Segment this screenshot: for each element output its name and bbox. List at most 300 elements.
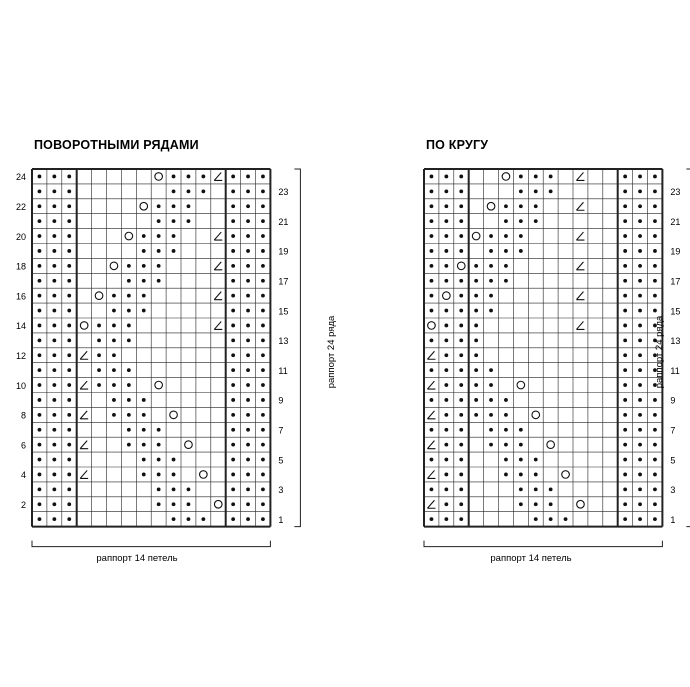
row-number-right: 7 [670, 425, 676, 436]
purl-dot [157, 204, 161, 208]
purl-dot [638, 502, 642, 506]
purl-dot [231, 204, 235, 208]
purl-dot [444, 458, 448, 462]
purl-dot [52, 204, 56, 208]
purl-dot [261, 353, 265, 357]
purl-dot [52, 324, 56, 328]
decrease-symbol [576, 232, 584, 240]
purl-dot [549, 487, 553, 491]
purl-dot [38, 368, 42, 372]
purl-dot [474, 279, 478, 283]
yarn-over-circle [428, 322, 436, 330]
purl-dot [474, 398, 478, 402]
row-number-right: 19 [278, 246, 289, 257]
purl-dot [246, 324, 250, 328]
purl-dot [444, 502, 448, 506]
purl-dot [38, 458, 42, 462]
purl-dot [52, 294, 56, 298]
purl-dot [38, 487, 42, 491]
purl-dot [157, 487, 161, 491]
purl-dot [67, 502, 71, 506]
purl-dot [172, 473, 176, 477]
purl-dot [430, 309, 434, 313]
row-number-left: 10 [15, 380, 26, 391]
row-number-right: 9 [670, 395, 676, 406]
purl-dot [430, 368, 434, 372]
yarn-over-circle [487, 202, 495, 210]
chart-2-height-caption: раппорт 24 ряда [654, 315, 665, 389]
purl-dot [474, 294, 478, 298]
decrease-symbol [427, 381, 435, 389]
purl-dot [459, 487, 463, 491]
purl-dot [38, 353, 42, 357]
purl-dot [459, 324, 463, 328]
purl-dot [52, 487, 56, 491]
purl-dot [67, 383, 71, 387]
purl-dot [246, 279, 250, 283]
row-number-left: 20 [15, 231, 26, 242]
purl-dot [474, 309, 478, 313]
purl-dot [261, 324, 265, 328]
purl-dot [638, 487, 642, 491]
purl-dot [653, 204, 657, 208]
purl-dot [127, 413, 131, 417]
yarn-over-circle [155, 381, 163, 389]
decrease-symbol [214, 292, 222, 300]
purl-dot [623, 309, 627, 313]
purl-dot [653, 473, 657, 477]
purl-dot [38, 383, 42, 387]
row-number-right: 15 [670, 306, 681, 317]
purl-dot [623, 234, 627, 238]
purl-dot [67, 189, 71, 193]
purl-dot [52, 443, 56, 447]
purl-dot [97, 324, 101, 328]
purl-dot [459, 234, 463, 238]
purl-dot [430, 487, 434, 491]
purl-dot [534, 487, 538, 491]
purl-dot [430, 249, 434, 253]
purl-dot [459, 443, 463, 447]
purl-dot [638, 353, 642, 357]
width-bracket [424, 541, 662, 547]
purl-dot [459, 249, 463, 253]
purl-dot [142, 413, 146, 417]
purl-dot [52, 249, 56, 253]
purl-dot [127, 264, 131, 268]
purl-dot [231, 279, 235, 283]
purl-dot [67, 338, 71, 342]
purl-dot [638, 413, 642, 417]
purl-dot [638, 189, 642, 193]
chart-1-title: ПОВОРОТНЫМИ РЯДАМИ [34, 138, 199, 152]
purl-dot [67, 294, 71, 298]
yarn-over-circle [95, 292, 103, 300]
purl-dot [112, 383, 116, 387]
purl-dot [187, 204, 191, 208]
purl-dot [444, 473, 448, 477]
purl-dot [38, 279, 42, 283]
purl-dot [231, 428, 235, 432]
purl-dot [67, 264, 71, 268]
purl-dot [519, 487, 523, 491]
purl-dot [67, 473, 71, 477]
purl-dot [187, 175, 191, 179]
purl-dot [67, 279, 71, 283]
purl-dot [261, 204, 265, 208]
purl-dot [459, 294, 463, 298]
purl-dot [172, 219, 176, 223]
purl-dot [444, 264, 448, 268]
yarn-over-circle [562, 471, 570, 479]
purl-dot [444, 338, 448, 342]
purl-dot [261, 219, 265, 223]
purl-dot [430, 458, 434, 462]
purl-dot [653, 219, 657, 223]
yarn-over-circle [472, 232, 480, 240]
row-number-left: 12 [15, 350, 26, 361]
purl-dot [623, 324, 627, 328]
purl-dot [504, 443, 508, 447]
purl-dot [157, 264, 161, 268]
purl-dot [246, 204, 250, 208]
purl-dot [638, 443, 642, 447]
purl-dot [67, 517, 71, 521]
decrease-symbol [576, 172, 584, 180]
purl-dot [459, 502, 463, 506]
purl-dot [653, 309, 657, 313]
purl-dot [67, 324, 71, 328]
purl-dot [623, 175, 627, 179]
purl-dot [261, 487, 265, 491]
purl-dot [142, 294, 146, 298]
row-number-left: 16 [15, 291, 26, 302]
purl-dot [172, 175, 176, 179]
purl-dot [52, 413, 56, 417]
decrease-symbol [427, 441, 435, 449]
purl-dot [142, 249, 146, 253]
purl-dot [444, 353, 448, 357]
purl-dot [261, 368, 265, 372]
row-number-right: 21 [278, 216, 289, 227]
decrease-symbol [80, 351, 88, 359]
purl-dot [231, 338, 235, 342]
decrease-symbol [214, 232, 222, 240]
purl-dot [489, 383, 493, 387]
purl-dot [67, 204, 71, 208]
purl-dot [534, 458, 538, 462]
yarn-over-circle [80, 322, 88, 330]
purl-dot [261, 517, 265, 521]
purl-dot [430, 234, 434, 238]
purl-dot [261, 473, 265, 477]
purl-dot [261, 189, 265, 193]
yarn-over-circle [457, 262, 465, 270]
purl-dot [638, 234, 642, 238]
purl-dot [444, 204, 448, 208]
purl-dot [142, 279, 146, 283]
row-number-right: 13 [278, 336, 289, 347]
purl-dot [430, 219, 434, 223]
purl-dot [246, 487, 250, 491]
purl-dot [231, 517, 235, 521]
purl-dot [519, 219, 523, 223]
decrease-symbol [576, 292, 584, 300]
purl-dot [489, 413, 493, 417]
purl-dot [534, 189, 538, 193]
purl-dot [38, 234, 42, 238]
purl-dot [638, 517, 642, 521]
purl-dot [261, 458, 265, 462]
yarn-over-circle [155, 173, 163, 181]
decrease-symbol [80, 441, 88, 449]
purl-dot [623, 279, 627, 283]
purl-dot [157, 234, 161, 238]
purl-dot [52, 428, 56, 432]
purl-dot [489, 249, 493, 253]
purl-dot [534, 517, 538, 521]
decrease-symbol [427, 411, 435, 419]
purl-dot [638, 264, 642, 268]
row-number-left: 24 [15, 172, 26, 183]
purl-dot [564, 517, 568, 521]
purl-dot [489, 264, 493, 268]
purl-dot [157, 279, 161, 283]
purl-dot [52, 517, 56, 521]
purl-dot [157, 249, 161, 253]
purl-dot [38, 219, 42, 223]
purl-dot [504, 204, 508, 208]
purl-dot [246, 294, 250, 298]
purl-dot [246, 309, 250, 313]
purl-dot [52, 189, 56, 193]
yarn-over-circle [140, 202, 148, 210]
purl-dot [231, 309, 235, 313]
chart-1-grid [16, 169, 300, 547]
row-number-right: 3 [670, 485, 676, 496]
purl-dot [459, 309, 463, 313]
purl-dot [246, 189, 250, 193]
purl-dot [474, 264, 478, 268]
purl-dot [261, 413, 265, 417]
decrease-symbol [576, 202, 584, 210]
purl-dot [246, 517, 250, 521]
purl-dot [504, 428, 508, 432]
purl-dot [623, 383, 627, 387]
decrease-symbol [214, 321, 222, 329]
purl-dot [459, 353, 463, 357]
yarn-over-circle [214, 500, 222, 508]
purl-dot [231, 473, 235, 477]
purl-dot [444, 517, 448, 521]
purl-dot [653, 398, 657, 402]
purl-dot [67, 487, 71, 491]
purl-dot [623, 294, 627, 298]
purl-dot [534, 175, 538, 179]
purl-dot [142, 428, 146, 432]
purl-dot [459, 338, 463, 342]
purl-dot [67, 219, 71, 223]
purl-dot [157, 473, 161, 477]
width-bracket [32, 541, 270, 547]
purl-dot [187, 219, 191, 223]
purl-dot [187, 189, 191, 193]
purl-dot [246, 473, 250, 477]
purl-dot [142, 264, 146, 268]
row-number-right: 1 [278, 514, 284, 525]
purl-dot [97, 368, 101, 372]
purl-dot [474, 338, 478, 342]
purl-dot [459, 368, 463, 372]
purl-dot [231, 458, 235, 462]
purl-dot [638, 383, 642, 387]
purl-dot [653, 502, 657, 506]
purl-dot [52, 338, 56, 342]
purl-dot [653, 264, 657, 268]
purl-dot [231, 368, 235, 372]
purl-dot [459, 279, 463, 283]
purl-dot [430, 294, 434, 298]
purl-dot [623, 204, 627, 208]
purl-dot [638, 324, 642, 328]
purl-dot [52, 398, 56, 402]
purl-dot [246, 443, 250, 447]
purl-dot [489, 443, 493, 447]
purl-dot [459, 175, 463, 179]
purl-dot [52, 279, 56, 283]
yarn-over-circle [185, 441, 193, 449]
purl-dot [504, 413, 508, 417]
chart-1-height-caption: раппорт 24 ряда [326, 315, 337, 389]
decrease-symbol [427, 500, 435, 508]
purl-dot [52, 458, 56, 462]
yarn-over-circle [200, 471, 208, 479]
purl-dot [623, 249, 627, 253]
purl-dot [519, 473, 523, 477]
purl-dot [231, 353, 235, 357]
purl-dot [67, 458, 71, 462]
purl-dot [67, 234, 71, 238]
purl-dot [534, 502, 538, 506]
row-number-right: 1 [670, 514, 676, 525]
purl-dot [638, 428, 642, 432]
row-number-left: 2 [20, 499, 26, 510]
purl-dot [38, 413, 42, 417]
purl-dot [187, 502, 191, 506]
purl-dot [653, 175, 657, 179]
purl-dot [534, 219, 538, 223]
purl-dot [127, 338, 131, 342]
row-number-right: 23 [670, 187, 681, 198]
purl-dot [246, 234, 250, 238]
purl-dot [38, 175, 42, 179]
purl-dot [142, 473, 146, 477]
purl-dot [489, 309, 493, 313]
purl-dot [97, 338, 101, 342]
purl-dot [246, 249, 250, 253]
purl-dot [549, 502, 553, 506]
purl-dot [534, 473, 538, 477]
purl-dot [38, 473, 42, 477]
purl-dot [38, 249, 42, 253]
height-bracket [686, 169, 690, 527]
purl-dot [519, 458, 523, 462]
purl-dot [246, 458, 250, 462]
purl-dot [653, 279, 657, 283]
decrease-symbol [214, 172, 222, 180]
purl-dot [653, 517, 657, 521]
purl-dot [638, 175, 642, 179]
row-number-right: 23 [278, 187, 289, 198]
purl-dot [430, 175, 434, 179]
decrease-symbol [80, 411, 88, 419]
purl-dot [638, 398, 642, 402]
purl-dot [67, 309, 71, 313]
chart-1-width-caption: раппорт 14 петель [96, 553, 178, 564]
purl-dot [231, 324, 235, 328]
purl-dot [157, 428, 161, 432]
purl-dot [261, 338, 265, 342]
purl-dot [459, 219, 463, 223]
purl-dot [519, 234, 523, 238]
purl-dot [261, 234, 265, 238]
purl-dot [112, 309, 116, 313]
yarn-over-circle [547, 441, 555, 449]
purl-dot [623, 264, 627, 268]
purl-dot [246, 219, 250, 223]
row-number-right: 13 [670, 336, 681, 347]
purl-dot [246, 353, 250, 357]
row-number-right: 7 [278, 425, 284, 436]
row-number-right: 11 [670, 365, 680, 376]
purl-dot [444, 443, 448, 447]
purl-dot [430, 189, 434, 193]
decrease-symbol [576, 321, 584, 329]
purl-dot [261, 264, 265, 268]
purl-dot [157, 443, 161, 447]
purl-dot [444, 368, 448, 372]
purl-dot [489, 428, 493, 432]
purl-dot [231, 249, 235, 253]
purl-dot [52, 309, 56, 313]
row-number-right: 9 [278, 395, 284, 406]
purl-dot [52, 383, 56, 387]
purl-dot [504, 264, 508, 268]
purl-dot [623, 353, 627, 357]
purl-dot [142, 234, 146, 238]
purl-dot [623, 428, 627, 432]
purl-dot [444, 234, 448, 238]
purl-dot [504, 234, 508, 238]
purl-dot [459, 189, 463, 193]
purl-dot [504, 249, 508, 253]
purl-dot [67, 249, 71, 253]
purl-dot [653, 249, 657, 253]
purl-dot [112, 324, 116, 328]
purl-dot [127, 309, 131, 313]
purl-dot [231, 219, 235, 223]
purl-dot [52, 502, 56, 506]
purl-dot [519, 428, 523, 432]
purl-dot [67, 428, 71, 432]
yarn-over-circle [517, 381, 525, 389]
row-number-left: 22 [15, 201, 26, 212]
purl-dot [653, 413, 657, 417]
row-number-left: 14 [15, 321, 26, 332]
purl-dot [201, 189, 205, 193]
purl-dot [638, 338, 642, 342]
purl-dot [623, 338, 627, 342]
